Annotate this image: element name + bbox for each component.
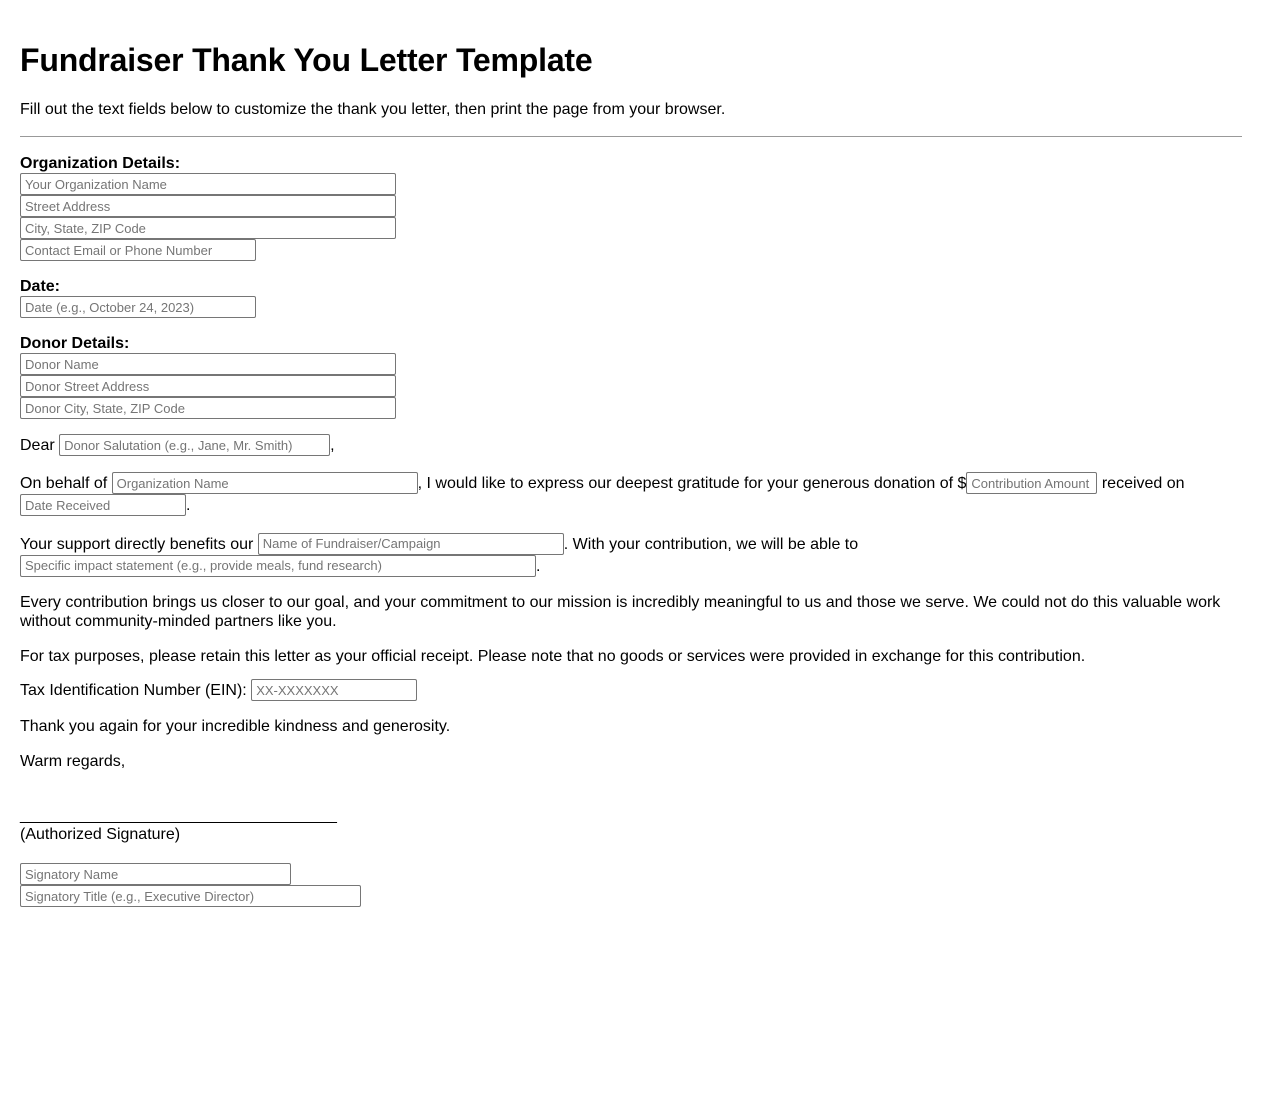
organization-name-input[interactable] [20, 173, 396, 195]
greeting-comma: , [330, 437, 335, 455]
tax-paragraph: For tax purposes, please retain this letter as your official receipt. Please note that no goods or services were provided in exchange for this contribution. [20, 648, 1086, 666]
ein-label: Tax Identification Number (EIN): [20, 682, 247, 700]
donor-salutation-input[interactable] [59, 434, 330, 456]
date-received-input[interactable] [20, 494, 186, 516]
date-input[interactable] [20, 296, 256, 318]
dear-text: Dear [20, 437, 55, 455]
organization-name-inline-input[interactable] [112, 472, 418, 494]
goal-paragraph: Every contribution brings us closer to our goal, and your commitment to our mission is incredibly meaningful to us and those we serve. We could not do this valuable work without community-minded partners like you. [20, 594, 1221, 631]
impact-prefix: Your support directly benefits our [20, 535, 254, 553]
organization-label: Organization Details: [20, 155, 181, 172]
impact-paragraph [20, 534, 1242, 578]
impact-middle: . With your contribution, we will be able to [563, 535, 859, 553]
gratitude-received: received on [1097, 475, 1185, 493]
gratitude-middle: , I would like to express our deepest gratitude for your generous donation of $ [417, 475, 967, 493]
donor-name-input[interactable] [20, 353, 396, 375]
donor-section [20, 335, 1242, 419]
campaign-name-input[interactable] [258, 533, 564, 555]
thanks-text: Thank you again for your incredible kindness and generosity. [20, 718, 451, 736]
date-section [20, 278, 1242, 318]
organization-city-input[interactable] [20, 217, 396, 239]
organization-contact-input[interactable] [20, 239, 256, 261]
signatory-title-input[interactable] [20, 885, 361, 907]
page-title: Fundraiser Thank You Letter Template [20, 42, 593, 78]
gratitude-prefix: On behalf of [20, 475, 108, 493]
impact-statement-input[interactable] [20, 555, 536, 577]
impact-end: . [536, 558, 541, 576]
donor-street-input[interactable] [20, 375, 396, 397]
regards-text: Warm regards, [20, 753, 126, 771]
donor-label: Donor Details: [20, 335, 130, 352]
signature-caption: (Authorized Signature) [20, 826, 181, 844]
instructions-text: Fill out the text fields below to customize the thank you letter, then print the page from your browser. [20, 101, 726, 118]
signatory-name-input[interactable] [20, 863, 291, 885]
signatory-section [20, 863, 1242, 907]
signature-line: ________________________________________ [20, 807, 336, 825]
donor-city-input[interactable] [20, 397, 396, 419]
header-divider [20, 136, 1242, 137]
contribution-amount-input[interactable] [966, 472, 1097, 494]
organization-section [20, 155, 1242, 261]
date-label: Date: [20, 278, 61, 295]
ein-input[interactable] [251, 679, 417, 701]
ein-line [20, 680, 1242, 702]
organization-street-input[interactable] [20, 195, 396, 217]
greeting-line [20, 435, 1242, 457]
gratitude-paragraph [20, 473, 1242, 517]
gratitude-end: . [186, 497, 191, 515]
